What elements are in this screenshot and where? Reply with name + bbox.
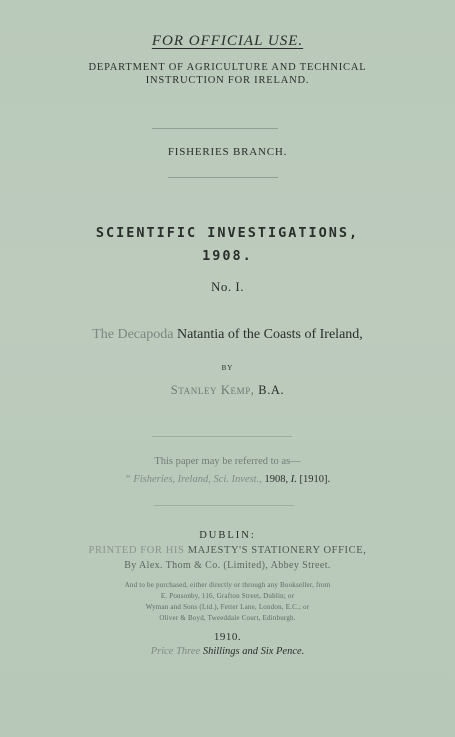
imprint-city: DUBLIN: <box>199 530 256 541</box>
purchase-line-2: E. Ponsonby, 116, Grafton Street, Dublin; or <box>160 592 295 600</box>
reference-citation-journal: “ Fisheries, Ireland, Sci. Invest., <box>124 474 262 485</box>
paper-title <box>0 327 455 343</box>
series-year: 1908. <box>202 248 253 264</box>
author-line <box>0 383 455 398</box>
branch-name: FISHERIES BRANCH. <box>167 146 288 158</box>
paper-title-faded: The Decapoda <box>92 327 174 342</box>
department-line-1: DEPARTMENT OF AGRICULTURE AND TECHNICAL <box>88 62 367 73</box>
official-use-text: FOR OFFICIAL USE. <box>151 33 304 49</box>
imprint-printed-main: MAJESTY'S STATIONERY OFFICE, <box>187 545 367 556</box>
imprint-printer: By Alex. Thom & Co. (Limited), Abbey Street. <box>124 560 331 571</box>
series-number: No. I. <box>211 279 244 294</box>
reference-citation-end: [1910]. <box>299 474 331 485</box>
reference-intro: This paper may be referred to as— <box>154 456 301 467</box>
price-faded: Price Three <box>150 646 201 657</box>
author-name: Stanley Kemp, <box>170 383 255 397</box>
purchase-line-3: Wyman and Sons (Ltd.), Fetter Lane, London, E.C.; or <box>145 603 310 611</box>
official-use-heading <box>0 33 455 50</box>
reference-citation <box>0 474 455 485</box>
divider-rule-branch <box>168 177 278 178</box>
reference-citation-year: 1908, <box>264 474 289 485</box>
imprint-year: 1910. <box>213 631 242 643</box>
divider-rule-reference <box>154 505 294 506</box>
divider-rule-author <box>152 436 292 437</box>
series-title: SCIENTIFIC INVESTIGATIONS, <box>95 225 360 241</box>
author-degree: B.A. <box>258 383 285 397</box>
price-line <box>0 646 455 657</box>
imprint-printed-for <box>0 545 455 556</box>
divider-rule-top <box>152 128 278 129</box>
paper-title-main: Natantia of the Coasts of Ireland, <box>176 327 363 342</box>
purchase-line-1: And to be purchased, either directly or through any Bookseller, from <box>124 581 331 589</box>
department-name <box>0 61 455 87</box>
department-line-2: INSTRUCTION FOR IRELAND. <box>145 75 310 86</box>
reference-citation-volume: I. <box>290 474 297 485</box>
imprint-printed-faded: PRINTED FOR HIS <box>88 545 185 556</box>
by-label: BY <box>221 364 234 372</box>
purchase-line-4: Oliver & Boyd, Tweeddale Court, Edinburgh. <box>159 614 296 622</box>
price-main: Shillings and Six Pence. <box>202 646 305 657</box>
